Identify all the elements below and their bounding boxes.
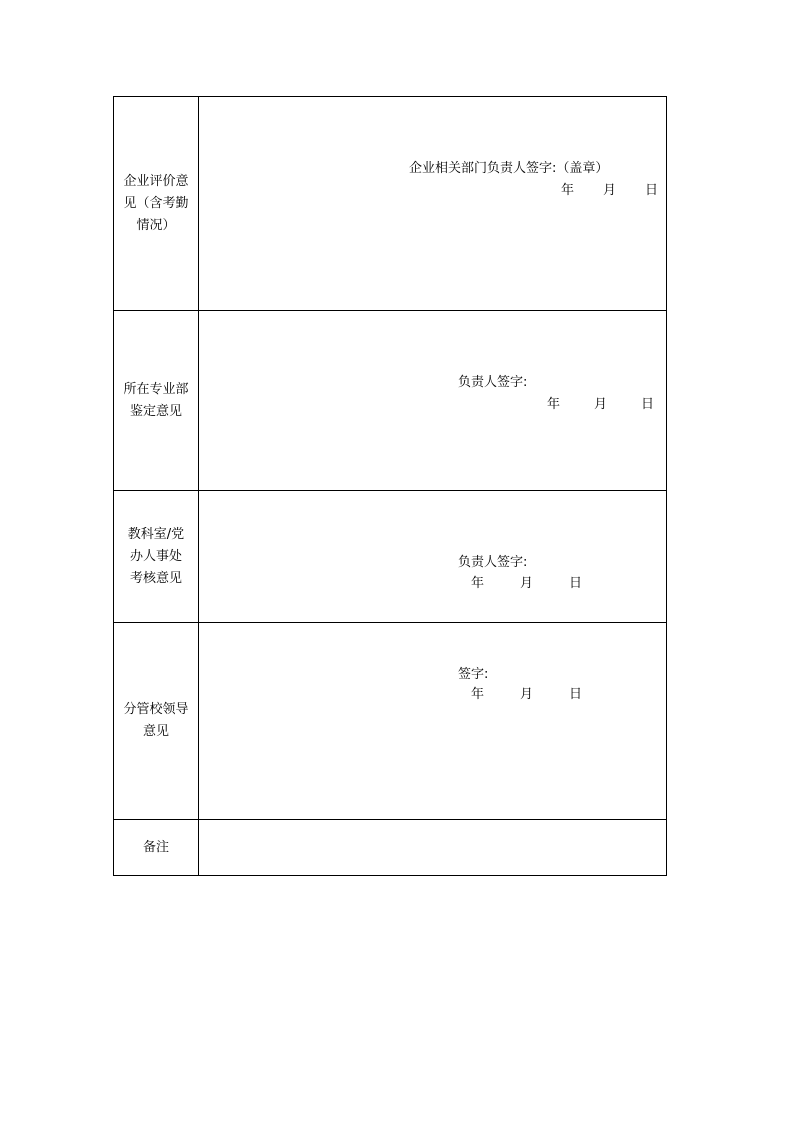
signature-label: 签字: — [458, 667, 489, 682]
form-row-department-appraisal — [114, 311, 667, 491]
label-line: 考核意见 — [129, 570, 182, 586]
date-year: 年 — [471, 687, 485, 702]
date-day: 日 — [641, 397, 655, 412]
date-line — [561, 181, 658, 201]
date-line — [471, 685, 582, 705]
evaluation-form-table — [113, 96, 667, 876]
opinion-field-hr-review[interactable] — [199, 491, 667, 623]
date-year: 年 — [561, 183, 575, 198]
opinion-field-enterprise-evaluation[interactable] — [199, 97, 667, 311]
label-line: 企业评价意 — [123, 173, 189, 189]
opinion-field-leader-opinion[interactable] — [199, 623, 667, 820]
label-line: 教科室/党 — [127, 526, 185, 542]
row-label-leader-opinion — [114, 623, 199, 820]
opinion-field-department-appraisal[interactable] — [199, 311, 667, 491]
date-line — [547, 395, 654, 415]
form-row-remarks — [114, 820, 667, 876]
signature-label: 负责人签字: — [458, 555, 528, 570]
label-line: 鉴定意见 — [129, 403, 182, 419]
row-label-department-appraisal — [114, 311, 199, 491]
date-month: 月 — [594, 397, 608, 412]
date-line — [471, 574, 582, 594]
label-line: 见（含考勤 — [123, 195, 189, 211]
row-label-enterprise-evaluation — [114, 97, 199, 311]
date-month: 月 — [520, 576, 534, 591]
label-line: 意见 — [142, 724, 169, 739]
label-line: 分管校领导 — [123, 702, 189, 717]
row-label-remarks — [114, 820, 199, 876]
label-line: 所在专业部 — [123, 381, 189, 397]
form-row-hr-review — [114, 491, 667, 623]
date-year: 年 — [471, 576, 485, 591]
date-day: 日 — [569, 576, 583, 591]
date-day: 日 — [645, 183, 659, 198]
signature-label: 企业相关部门负责人签字:（盖章） — [409, 161, 609, 176]
date-year: 年 — [547, 397, 561, 412]
date-month: 月 — [603, 183, 617, 198]
label-line: 情况） — [136, 217, 176, 233]
form-row-enterprise-evaluation — [114, 97, 667, 311]
date-day: 日 — [569, 687, 583, 702]
row-label-hr-review — [114, 491, 199, 623]
form-row-leader-opinion — [114, 623, 667, 820]
label-line: 办人事处 — [129, 548, 182, 564]
signature-label: 负责人签字: — [458, 375, 528, 390]
remarks-field[interactable] — [199, 820, 667, 876]
date-month: 月 — [520, 687, 534, 702]
label-line: 备注 — [142, 839, 169, 855]
